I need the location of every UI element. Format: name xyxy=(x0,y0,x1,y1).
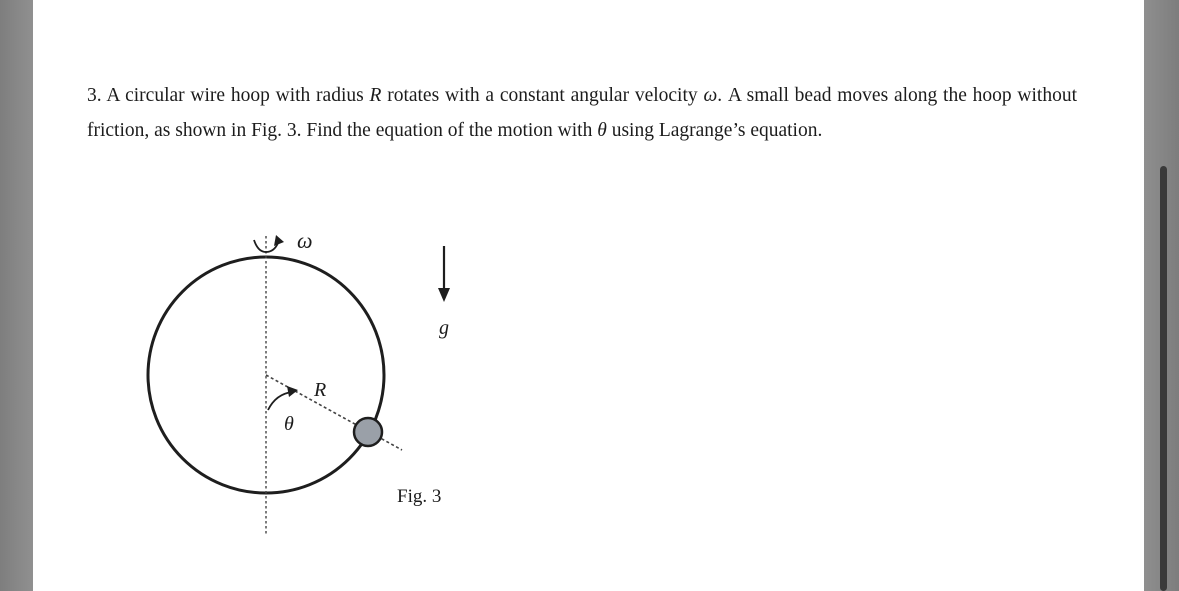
problem-statement: 3. A circular wire hoop with radius R rotates with a constant angular velocity ω. A small bead moves along the hoop without friction, as shown in Fig. 3. Find the equation of the motion with θ using Lagrange’s equation. xyxy=(87,85,1077,141)
gravity-arrowhead-icon xyxy=(438,288,450,302)
math-symbol: θ xyxy=(597,120,607,141)
vertical-scrollbar[interactable] xyxy=(1160,166,1167,591)
bead xyxy=(354,418,382,446)
theta-label: θ xyxy=(284,413,294,435)
theta-arc-arrow xyxy=(268,392,292,410)
omega-label: ω xyxy=(297,228,313,253)
rotation-arrowhead-icon xyxy=(274,235,284,246)
math-symbol: ω xyxy=(703,85,718,106)
math-symbol: R xyxy=(369,85,382,106)
radius-label: R xyxy=(314,379,327,401)
figure-caption: Fig. 3 xyxy=(397,486,442,507)
gravity-label: g xyxy=(439,317,449,339)
